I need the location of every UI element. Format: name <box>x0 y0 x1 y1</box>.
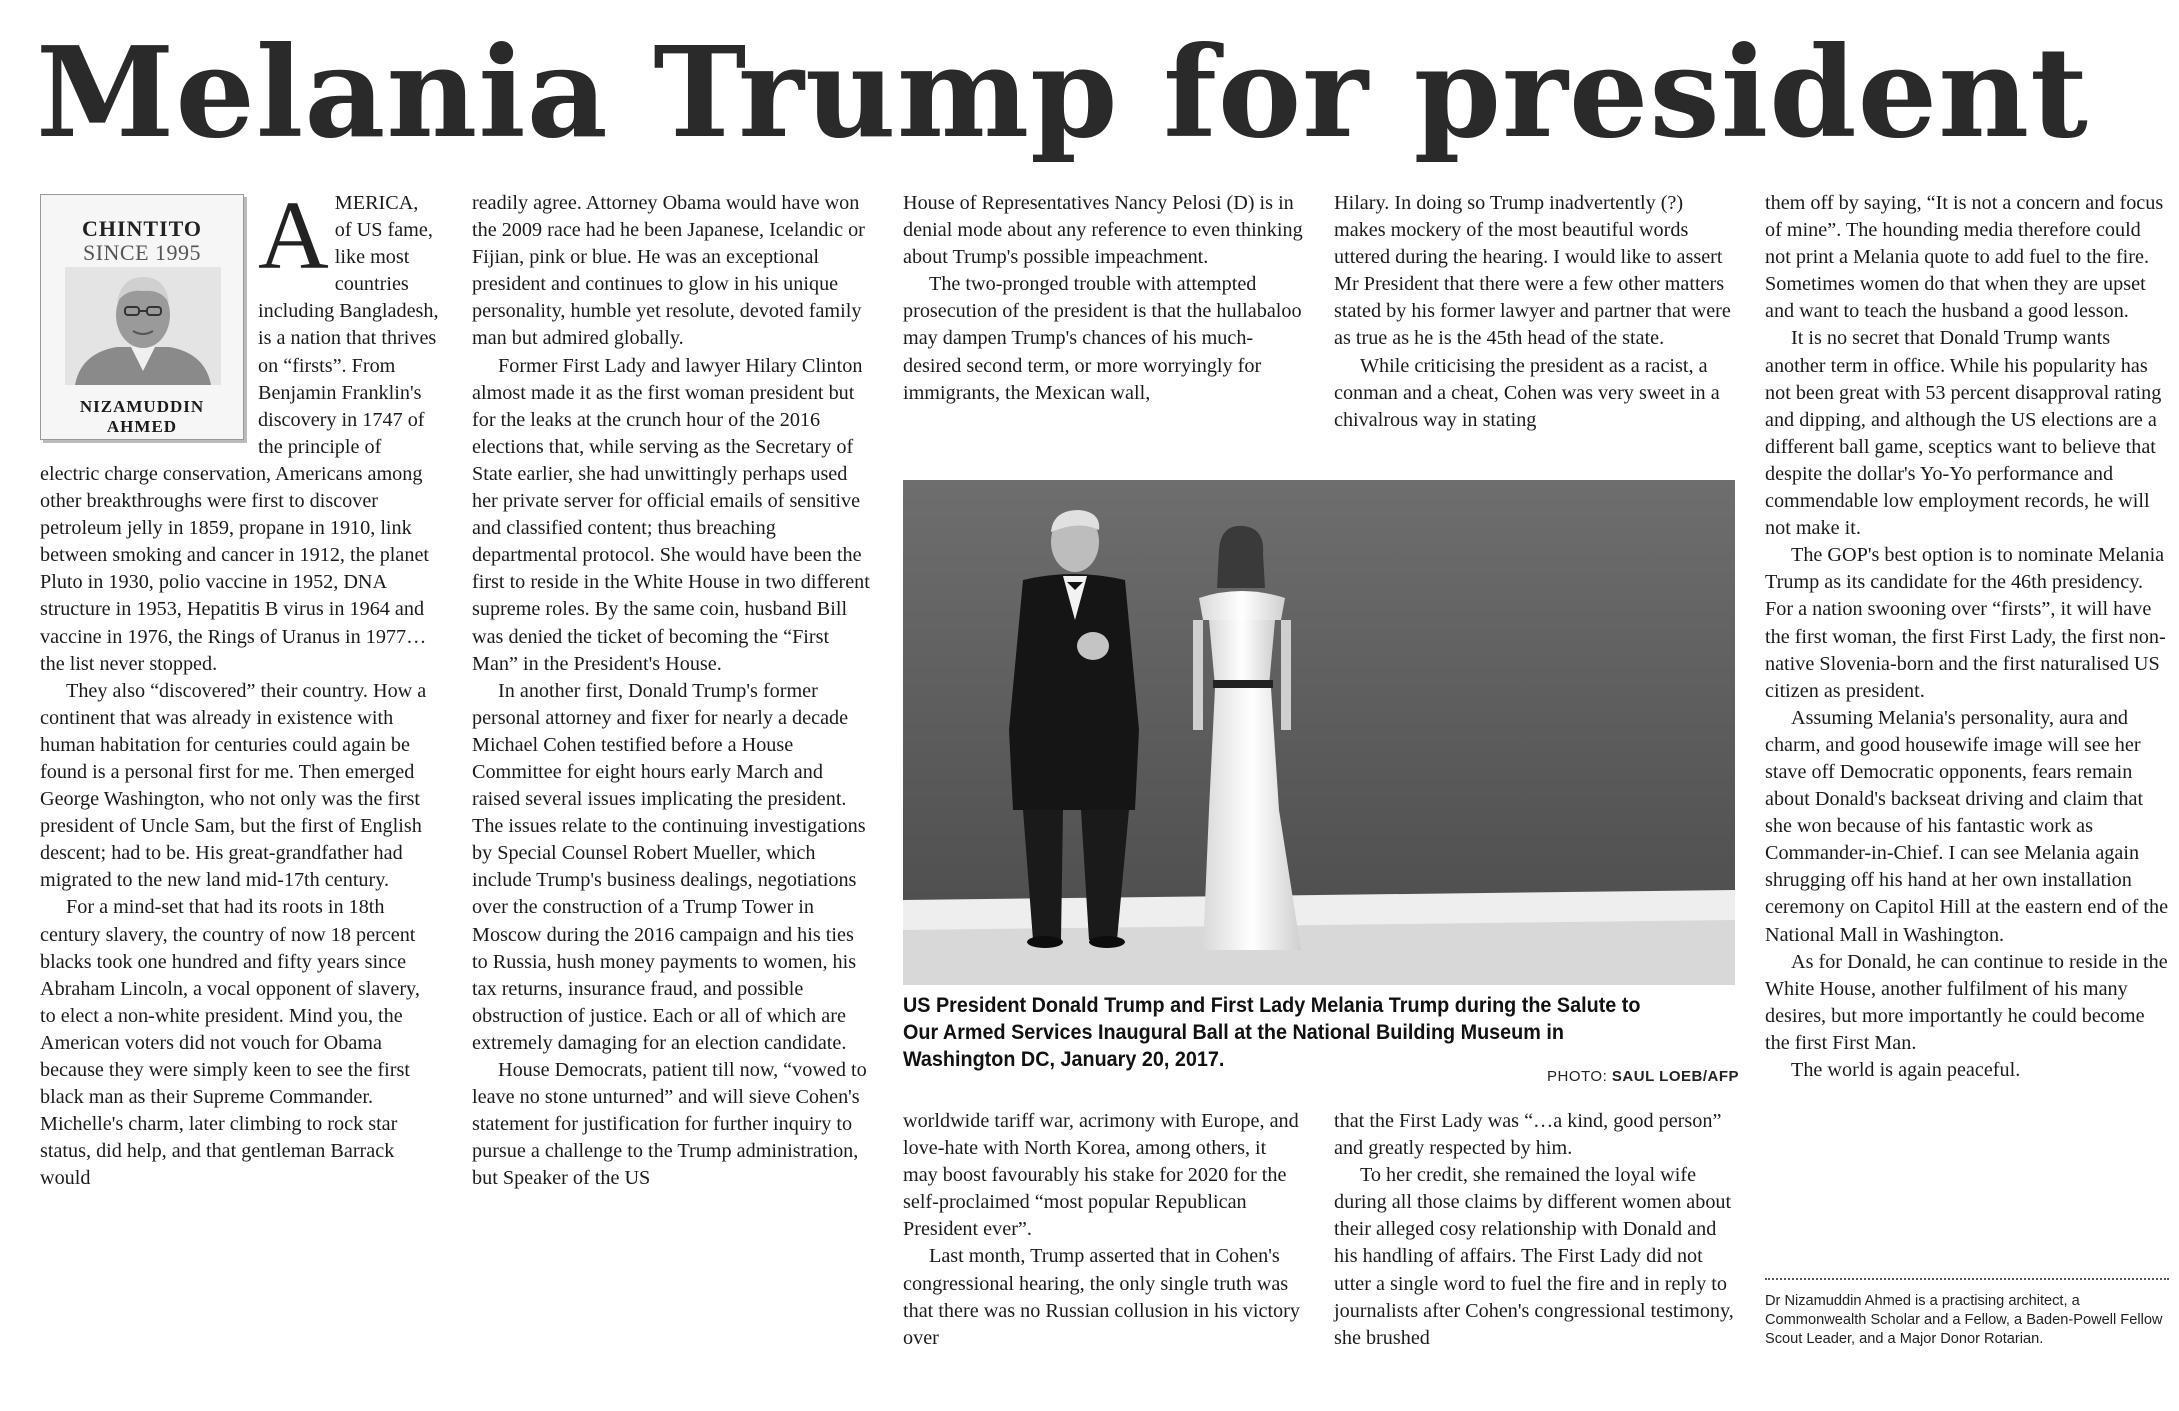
author-first-name: NIZAMUDDIN <box>79 397 205 416</box>
paragraph: It is no secret that Donald Trump wants another term in office. While his popularity has not been great with 53 percent disapproval rating and dipping, and although the US elections are a different ball game, sceptics want to believe that despite the dollar's Yo-Yo performance and commendable low employment records, he will not make it. <box>1765 327 2162 540</box>
article-column-5 <box>1765 190 2169 1084</box>
paragraph: them off by saying, “It is not a concern and focus of mine”. The hounding media therefore could not print a Melania quote to add fuel to the fire. Sometimes women do that when they are upset and want to teach the husband a good lesson. <box>1765 192 2164 323</box>
dotted-divider <box>1765 1278 2169 1280</box>
paragraph: Last month, Trump asserted that in Cohen's congressional hearing, the only single truth was that there was no Russian collusion in his victory over <box>903 1245 1300 1349</box>
author-note: Dr Nizamuddin Ahmed is a practising architect, a Commonwealth Scholar and a Fellow, a Baden-Powell Fellow Scout Leader, and a Major Donor Rotarian. <box>1765 1293 2163 1347</box>
article-column-3 <box>903 190 1303 407</box>
paragraph: readily agree. Attorney Obama would have won the 2009 race had he been Japanese, Icelandic or Fijian, pink or blue. He was an exceptional president and continues to glow in his unique personality, humble yet resolute, devoted family man but admired globally. <box>472 192 865 350</box>
drop-cap: A <box>258 182 329 290</box>
paragraph: While criticising the president as a racist, a conman and a cheat, Cohen was very sweet in a chivalrous way in stating <box>1334 354 1720 431</box>
paragraph: House of Representatives Nancy Pelosi (D) is in denial mode about any reference to even thinking about Trump's possible impeachment. <box>903 192 1303 269</box>
photo-credit-name: SAUL LOEB/AFP <box>1611 1068 1739 1085</box>
paragraph: As for Donald, he can continue to reside in the White House, another fulfilment of his many desires, but more importantly he could become the first First Man. <box>1765 950 2168 1054</box>
paragraph: They also “discovered” their country. How a continent that was already in existence with human habitation for centuries could again be found is a personal first for me. Then emerged George Washington, who not only was the first president of Uncle Sam, but the first of English descent; had to be. His great-grandfather had migrated to the new land mid-17th century. <box>40 679 427 892</box>
paragraph: To her credit, she remained the loyal wife during all those claims by different women about their alleged cosy relationship with Donald and his handling of affairs. The First Lady did not utter a single word to fuel the fire and in reply to journalists after Cohen's congressional testimony, she brushed <box>1334 1164 1734 1349</box>
paragraph: The world is again peaceful. <box>1791 1059 2021 1081</box>
paragraph: Hilary. In doing so Trump inadvertently (?) makes mockery of the most beautiful words uttered during the hearing. I would like to assert Mr President that there were a few other matters stated by his former lawyer and partner that were as true as he is the 45th head of the state. <box>1334 192 1731 350</box>
columnist-byline-box <box>40 194 244 440</box>
author-portrait <box>65 267 221 385</box>
article-column-4 <box>1334 190 1739 434</box>
paragraph: Assuming Melania's personality, aura and charm, and good housewife image will see her stave off Democratic opponents, fears remain about Donald's backseat driving and claim that she won because of his fantastic work as Commander-in-Chief. I can see Melania again shrugging off his hand at her own installation ceremony on Capitol Hill at the eastern end of the National Mall in Washington. <box>1765 706 2169 946</box>
paragraph: For a mind-set that had its roots in 18th century slavery, the country of now 18 percent blacks took one hundred and fifty years since Abraham Lincoln, a vocal opponent of slavery, to elect a non-white president. Mind you, the American voters did not vouch for Obama because they were simply keen to see the first black man as their Supreme Commander. Michelle's charm, later climbing to rock star status, did help, and that gentleman Barrack would <box>40 896 420 1190</box>
article-column-3-continued <box>903 1108 1303 1352</box>
news-photo <box>903 480 1735 985</box>
paragraph: In another first, Donald Trump's former personal attorney and fixer for nearly a decade Michael Cohen testified before a House Committee for eight hours early March and raised several issues implicating the president. The issues relate to the continuing investigations by Special Counsel Robert Mueller, which include Trump's business dealings, negotiations over the construction of a Trump Tower in Moscow during the 2016 campaign and his ties to Russia, hush money payments to women, his tax returns, insurance fraud, and possible obstruction of justice. Each or all of which are extremely damaging for an election candidate. <box>472 679 866 1054</box>
author-last-name: AHMED <box>106 417 178 436</box>
article-column-2 <box>472 190 874 1192</box>
article-column-1 <box>40 182 440 1192</box>
paragraph: worldwide tariff war, acrimony with Europe, and love-hate with North Korea, among others, it may boost favourably his stake for 2020 for the self-proclaimed “most popular Republican President ever”. <box>903 1110 1299 1241</box>
paragraph: The two-pronged trouble with attempted prosecution of the president is that the hullabaloo may dampen Trump's chances of his much-desired second term, or more worryingly for immigrants, the Mexican wall, <box>903 273 1302 404</box>
column-name: CHINTITO <box>81 216 203 241</box>
column-since: SINCE 1995 <box>82 240 202 265</box>
paragraph: Former First Lady and lawyer Hilary Clinton almost made it as the first woman president but for the leaks at the crunch hour of the 2016 elections that, while serving as the Secretary of State earlier, she had unwittingly perhaps used her private server for official emails of sensitive and classified content; thus breaching departmental protocol. She would have been the first to reside in the White House in two different supreme roles. By the same coin, husband Bill was denied the ticket of becoming the “First Man” in the President's House. <box>472 354 870 675</box>
headline: Melania Trump for president <box>36 20 2089 166</box>
photo-trump-melania <box>903 480 1735 985</box>
photo-credit-label: PHOTO: <box>1547 1068 1608 1085</box>
author-portrait-image <box>65 267 221 385</box>
paragraph: that the First Lady was “…a kind, good person” and greatly respected by him. <box>1334 1110 1722 1160</box>
photo-credit <box>1524 1068 1739 1085</box>
photo-caption: US President Donald Trump and First Lady Melania Trump during the Salute to Our Armed Services Inaugural Ball at the National Building Museum in Washington DC, January 20, 2017. <box>903 993 1641 1071</box>
paragraph: House Democrats, patient till now, “vowed to leave no stone unturned” and will sieve Cohen's statement for justification for further inquiry to pursue a challenge to the Trump administration, but Speaker of the US <box>472 1059 867 1190</box>
paragraph: The GOP's best option is to nominate Melania Trump as its candidate for the 46th presidency. For a nation swooning over “firsts”, it will have the first woman, the first First Lady, the first non-native Slovenia-born and the first naturalised US citizen as president. <box>1765 544 2166 702</box>
article-column-4-continued <box>1334 1108 1739 1352</box>
paragraph: MERICA, of US fame, like most countries including Bangladesh, is a nation that thrives on “firsts”. From Benjamin Franklin's discovery in 1747 of the principle of electric charge conservation, Americans among other breakthroughs were first to discover petroleum jelly in 1859, propane in 1910, link between smoking and cancer in 1912, the planet Pluto in 1930, polio vaccine in 1952, DNA structure in 1953, Hepatitis B virus in 1964 and vaccine in 1976, the Rings of Uranus in 1977… the list never stopped. <box>40 192 439 675</box>
